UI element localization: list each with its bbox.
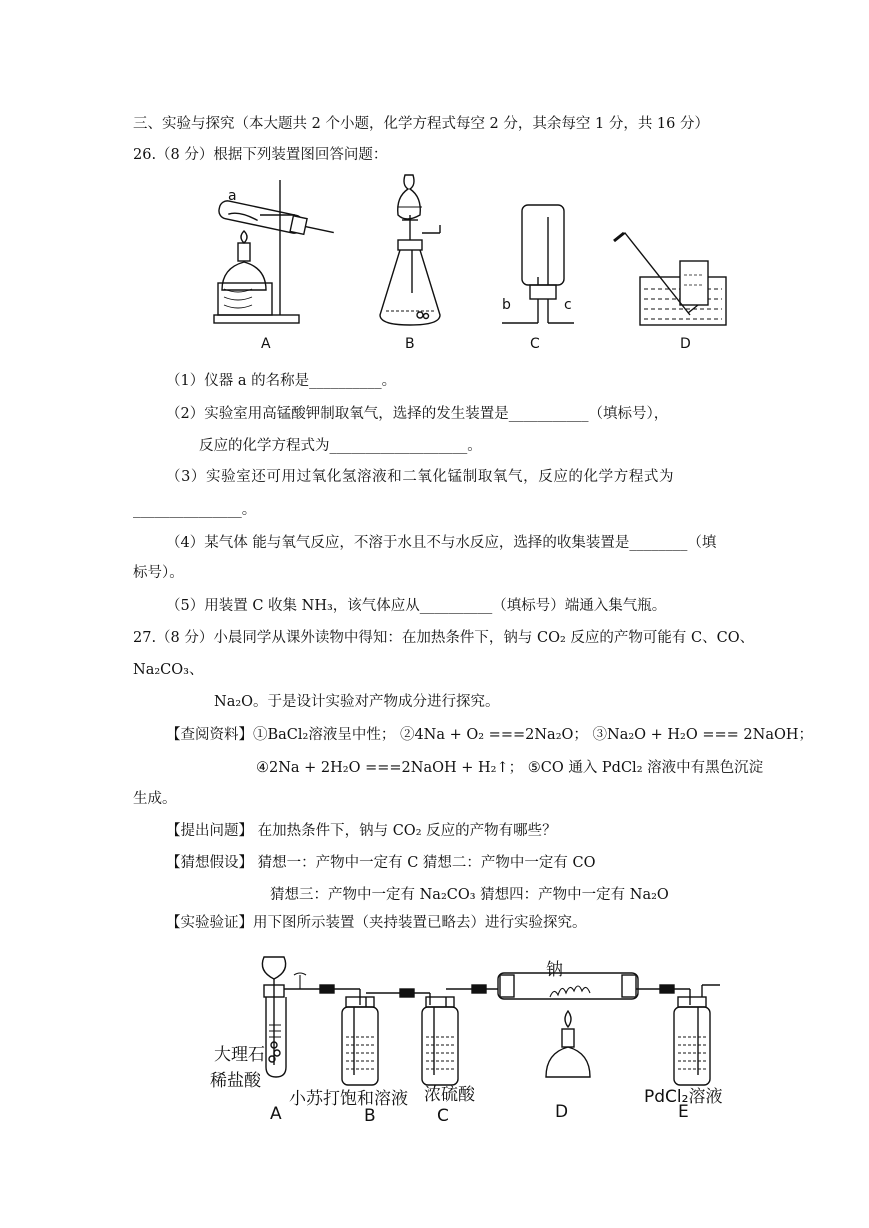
caption-b: B — [405, 336, 415, 352]
caption-27b: B — [364, 1106, 376, 1126]
apparatus-27a — [262, 957, 340, 1077]
label-hcl: 稀盐酸 — [210, 1071, 261, 1091]
q27-intro-b: Na₂CO₃、 — [133, 662, 204, 678]
q27-guess-a: 【猜想假设】 猜想一：产物中一定有 C 猜想二：产物中一定有 CO — [166, 855, 596, 871]
caption-d: D — [680, 336, 691, 352]
q26-1: （1）仪器 a 的名称是__________。 — [166, 373, 397, 389]
q27-intro-c: Na₂O。于是设计实验对产物成分进行探究。 — [214, 694, 500, 710]
apparatus-27e — [674, 985, 720, 1085]
label-sulfuric-acid: 浓硫酸 — [424, 1085, 475, 1105]
label-a: a — [228, 188, 237, 204]
q27-guess-b: 猜想三：产物中一定有 Na₂CO₃ 猜想四：产物中一定有 Na₂O — [270, 887, 669, 903]
q26-2b: 反应的化学方程式为___________________。 — [199, 438, 482, 454]
caption-27d: D — [555, 1102, 569, 1122]
apparatus-b — [380, 175, 440, 325]
q27-question: 【提出问题】 在加热条件下，钠与 CO₂ 反应的产物有哪些？ — [166, 823, 557, 839]
q26-3a: （3）实验室还可用过氧化氢溶液和二氧化锰制取氧气，反应的化学方程式为 — [166, 469, 675, 485]
q27-ref-a: 【查阅资料】①BaCl₂溶液呈中性； ②4Na + O₂ ===2Na₂O； ③Na₂O + H₂O === 2NaOH； — [166, 727, 814, 743]
caption-27a: A — [270, 1104, 282, 1124]
caption-c: C — [530, 336, 540, 352]
q26-5: （5）用装置 C 收集 NH₃，该气体应从__________（填标号）端通入集气瓶。 — [166, 598, 667, 614]
apparatus-27b — [342, 989, 430, 1085]
section-title: 三、实验与探究（本大题共 2 个小题，化学方程式每空 2 分，其余每空 1 分，共 16 分） — [133, 116, 709, 132]
q27-ref-c: 生成。 — [133, 791, 177, 807]
apparatus-d — [614, 233, 726, 325]
q26-intro: 26.（8 分）根据下列装置图回答问题： — [133, 147, 388, 163]
apparatus-27d — [498, 973, 690, 1077]
label-marble: 大理石 — [214, 1045, 265, 1065]
caption-27c: C — [437, 1106, 449, 1126]
apparatus-27c — [422, 985, 498, 1085]
label-sodium: 钠 — [546, 960, 563, 980]
q27-ref-b: ④2Na + 2H₂O ===2NaOH + H₂↑； ⑤CO 通入 PdCl₂ 溶液中有黑色沉淀 — [256, 760, 764, 776]
q26-4a: （4）某气体 能与氧气反应，不溶于水且不与水反应，选择的收集装置是________（填 — [166, 535, 717, 551]
caption-a: A — [261, 336, 271, 352]
label-pdcl2: PdCl₂溶液 — [644, 1087, 723, 1107]
q26-3b: _______________。 — [133, 502, 257, 518]
caption-27e: E — [678, 1102, 689, 1122]
label-baking-soda: 小苏打饱和溶液 — [289, 1089, 408, 1109]
q26-apparatus-figure — [200, 165, 740, 355]
q27-intro-a: 27.（8 分）小晨同学从课外读物中得知：在加热条件下，钠与 CO₂ 反应的产物可能有 C、CO、 — [133, 630, 755, 646]
q27-verify: 【实验验证】用下图所示装置（夹持装置已略去）进行实验探究。 — [166, 915, 587, 931]
q26-2a: （2）实验室用高锰酸钾制取氧气，选择的发生装置是___________（填标号）， — [166, 406, 669, 422]
q26-4b: 标号）。 — [133, 565, 184, 581]
label-b: b — [502, 297, 511, 313]
label-c: c — [564, 297, 572, 313]
